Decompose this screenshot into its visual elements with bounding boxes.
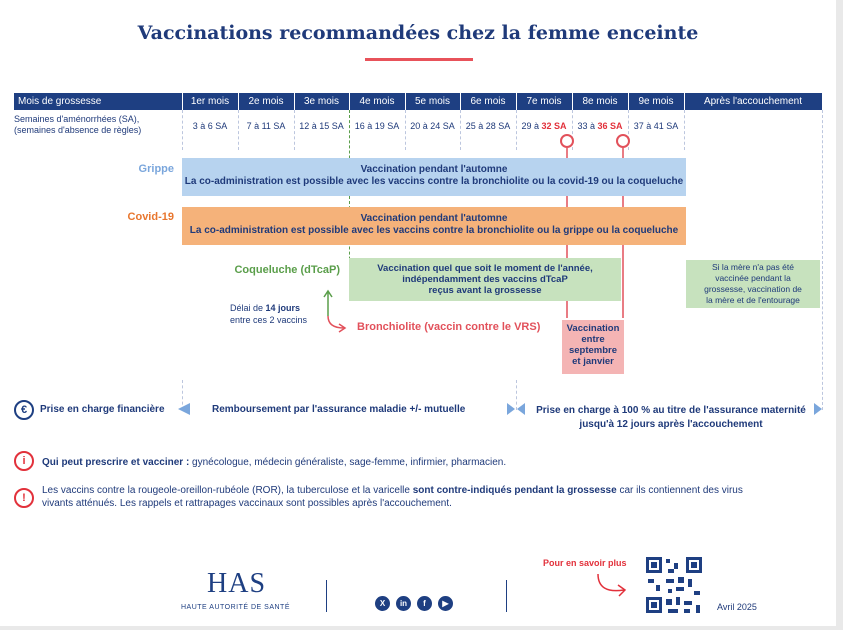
arrow-right-icon [812, 402, 824, 416]
coqueluche-label: Coqueluche (dTcaP) [234, 264, 340, 276]
covid-label: Covid-19 [127, 211, 174, 223]
euro-icon: € [14, 400, 34, 420]
has-logo-sub: HAUTE AUTORITÉ DE SANTÉ [181, 604, 290, 611]
finance-right: Prise en charge à 100 % au titre de l'assurance maternité jusqu'à 12 jours après l'accouchement [536, 405, 806, 430]
date-text: Avril 2025 [717, 602, 757, 612]
sa-cell: 16 à 19 SA [354, 121, 400, 131]
sa-label: Semaines d'aménorrhées (SA), (semaines d'absence de règles) [14, 114, 142, 135]
linkedin-icon[interactable]: in [396, 596, 411, 611]
delai-arrows [322, 288, 352, 334]
sa-cell: 12 à 15 SA [299, 121, 344, 131]
sa-cell: 3 à 6 SA [192, 121, 228, 131]
header-month-3: 3e mois [294, 93, 349, 110]
header-month-7: 7e mois [516, 93, 572, 110]
warning-icon: ! [14, 488, 34, 508]
sa-cell: 7 à 11 SA [246, 121, 286, 131]
facebook-icon[interactable]: f [417, 596, 432, 611]
sa-cell: 25 à 28 SA [465, 121, 511, 131]
more-info-text: Pour en savoir plus [543, 558, 627, 568]
arrow-left-icon [176, 402, 192, 416]
coqueluche-band: Vaccination quel que soit le moment de l'année, indépendamment des vaccins dTcaP reçus avant la grossesse [349, 258, 621, 301]
page-title: Vaccinations recommandées chez la femme enceinte [137, 22, 699, 44]
header-month-1: 1er mois [182, 93, 238, 110]
sa-cell-9: 37 à 41 SA [633, 121, 679, 131]
header-month-9: 9e mois [628, 93, 684, 110]
header-month-2: 2e mois [238, 93, 294, 110]
coqueluche-after: Si la mère n'a pas été vaccinée pendant la grossesse, vaccination de la mère et de l'entourage [686, 260, 820, 308]
contre-indication-text: Les vaccins contre la rougeole-oreillon-rubéole (ROR), la tuberculose et la varicelle sont contre-indiqués pendant la grossesse car ils contiennent des virus vivants atténués. Les rappels et rattrapages vaccinaux sont possibles après l'accouchement. [42, 485, 743, 509]
sa-cell-7: 29 à 32 SA [521, 121, 567, 131]
sa-cell-8: 33 à 36 SA [577, 121, 623, 131]
finance-label: Prise en charge financière [40, 404, 165, 415]
delai-text: Délai de 14 jours entre ces 2 vaccins [230, 303, 308, 325]
header-first: Mois de grossesse [14, 93, 182, 110]
sa-cell: 20 à 24 SA [410, 121, 455, 131]
info-icon: i [14, 451, 34, 471]
bronchiolite-label: Bronchiolite (vaccin contre le VRS) [357, 321, 541, 333]
header-month-4: 4e mois [349, 93, 405, 110]
finance-left: Remboursement par l'assurance maladie +/- mutuelle [212, 404, 466, 415]
qr-code[interactable] [644, 555, 704, 615]
grippe-label: Grippe [138, 163, 174, 175]
header-month-5: 5e mois [405, 93, 460, 110]
covid-band: Vaccination pendant l'automne La co-administration est possible avec les vaccins contre la bronchiolite ou la grippe ou la coqueluche [182, 207, 686, 245]
x-icon[interactable]: X [375, 596, 390, 611]
header-month-6: 6e mois [460, 93, 516, 110]
youtube-icon[interactable]: ▶ [438, 596, 453, 611]
prescrire-text: Qui peut prescrire et vacciner : gynécologue, médecin généraliste, sage-femme, infirmier, pharmacien. [42, 457, 507, 468]
bronchiolite-box: Vaccination entre septembre et janvier [562, 320, 624, 374]
header-after: Après l'accouchement [684, 93, 822, 110]
header-month-8: 8e mois [572, 93, 628, 110]
has-logo: HAS [207, 568, 267, 599]
curved-arrow-icon [594, 572, 634, 602]
title-underline [365, 58, 473, 61]
grippe-band: Vaccination pendant l'automne La co-administration est possible avec les vaccins contre la bronchiolite ou la covid-19 ou la coqueluche [182, 158, 686, 196]
social-links [375, 593, 459, 611]
